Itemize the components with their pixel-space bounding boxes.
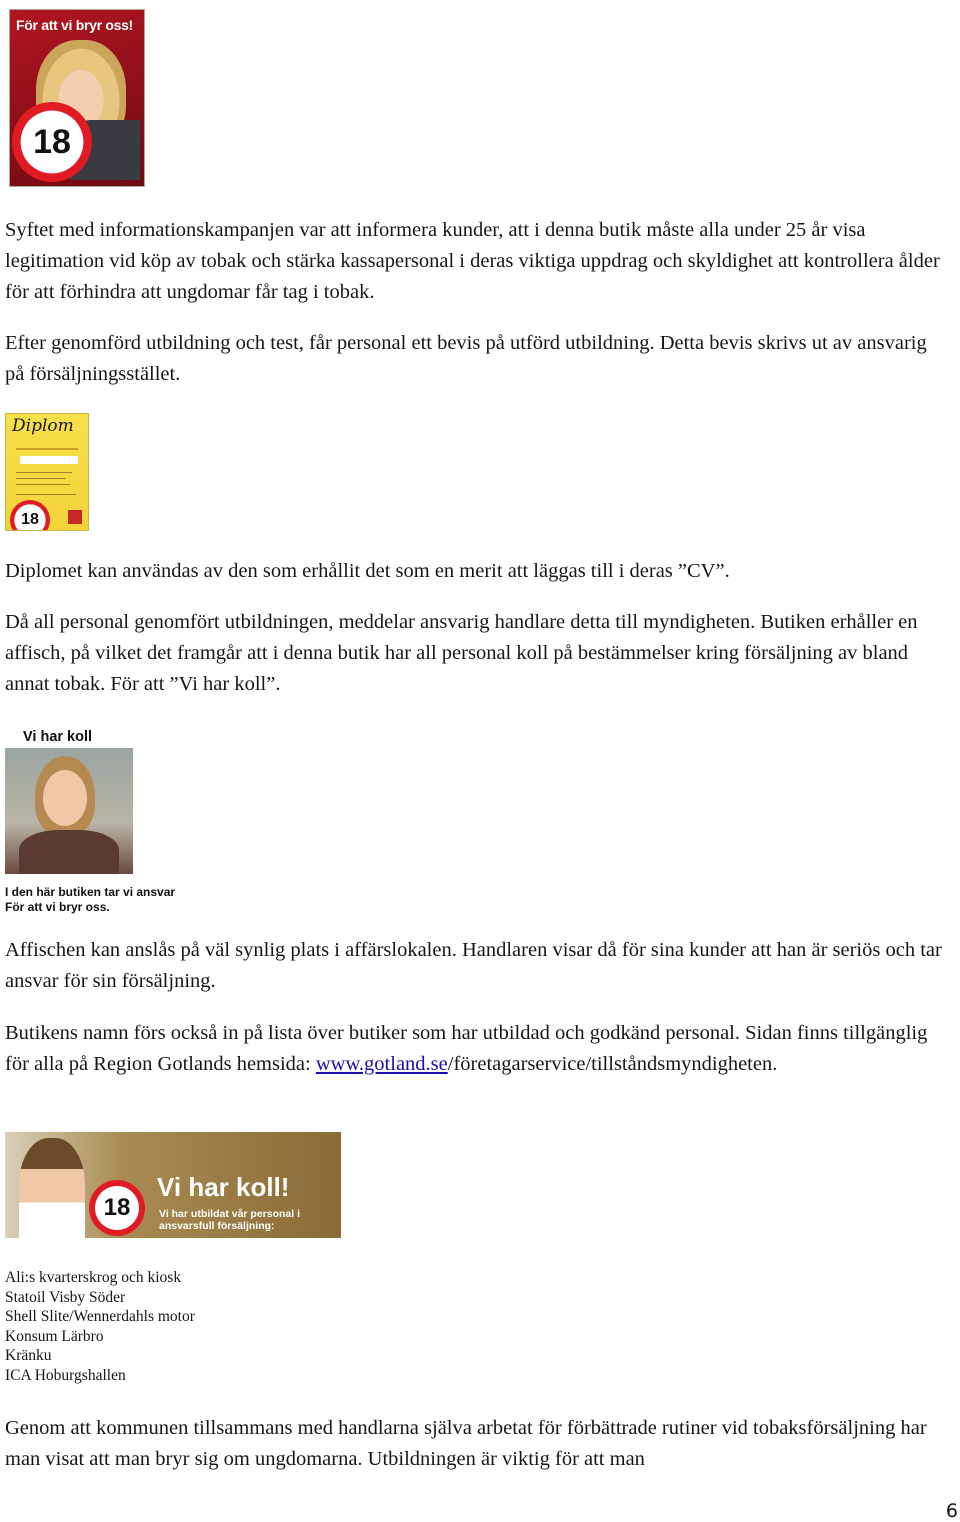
poster-headline: För att vi bryr oss! — [16, 17, 133, 33]
diploma-line — [16, 472, 72, 473]
koll-poster-caption-2: För att vi bryr oss. — [5, 900, 110, 914]
age-18-badge-icon: 18 — [12, 102, 92, 182]
paragraph-certificate: Efter genomförd utbildning och test, får personal ett bevis på utförd utbildning. Detta bevis skrivs ut av ansvarig på försäljningsstället. — [5, 332, 927, 385]
diploma-line — [16, 478, 66, 479]
banner-person — [19, 1138, 85, 1238]
photo-woman-body — [19, 830, 119, 874]
store-item: ICA Hoburgshallen — [5, 1366, 126, 1384]
store-item: Statoil Visby Söder — [5, 1288, 126, 1306]
paragraph-poster-display: Affischen kan anslås på väl synlig plats i affärslokalen. Handlaren visar då för sina kunder att han är seriös och tar ansvar för sin försäljning. — [5, 939, 942, 992]
diploma-line — [16, 484, 70, 485]
paragraph-poster-info: Då all personal genomfört utbildningen, meddelar ansvarig handlare detta till myndigheten. Butiken erhåller en affisch, på vilket det framgår att i denna butik har all personal koll på bestämmelser kring försäljning av bland annat tobak. För att ”Vi har koll”. — [5, 611, 918, 695]
store-list — [5, 1268, 950, 1385]
koll-poster-title: Vi har koll — [23, 729, 93, 745]
banner-title: Vi har koll! — [157, 1172, 290, 1202]
age-18-badge-icon: 18 — [10, 500, 50, 530]
store-list-path: /företagarservice/tillståndsmyndigheten. — [447, 1053, 778, 1075]
vi-har-koll-banner — [5, 1132, 341, 1238]
photo-woman-face — [43, 770, 87, 826]
diploma-image — [6, 414, 88, 530]
region-logo-icon — [68, 510, 82, 524]
koll-poster-caption-1: I den här butiken tar vi ansvar — [5, 885, 176, 899]
diploma-name-box — [20, 456, 78, 464]
paragraph-store-list — [5, 1018, 950, 1080]
poster-badge-subtext: Visa leg. — [38, 160, 69, 169]
store-list-text: Butikens namn förs också in på lista över butiker som har utbildad och godkänd personal. Sidan finns tillgänglig för alla på Region Gotlands hemsida: — [5, 1022, 928, 1075]
page-number: 6 — [945, 1500, 958, 1522]
age-18-badge-icon: 18 — [89, 1180, 145, 1236]
campaign-poster-image — [10, 10, 144, 186]
store-item: Ali:s kvarterskrog och kiosk — [5, 1269, 182, 1286]
diploma-line — [16, 448, 78, 450]
store-item: Konsum Lärbro — [5, 1327, 104, 1345]
diploma-line — [16, 494, 76, 495]
paragraph-purpose: Syftet med informationskampanjen var att informera kunder, att i denna butik måste alla under 25 år visa legitimation vid köp av tobak och stärka kassapersonal i deras viktiga uppdrag och skyldighet att kontrollera ålder för att förhindra att ungdomar får tag i tobak. — [5, 219, 940, 303]
diploma-title: Diplom — [12, 416, 74, 436]
banner-subtitle: Vi har utbildat vår personal i ansvarsfull försäljning: — [159, 1208, 301, 1232]
paragraph-conclusion: Genom att kommunen tillsammans med handlarna själva arbetat för förbättrade rutiner vid tobaksförsäljning har man visat att man bryr sig om ungdomarna. Utbildningen är viktig för att man — [5, 1417, 927, 1470]
store-item: Shell Slite/Wennerdahls motor — [5, 1308, 195, 1325]
paragraph-diploma-cv: Diplomet kan användas av den som erhållit det som en merit att läggas till i deras ”CV”. — [5, 560, 730, 582]
store-item: Kränku — [5, 1347, 52, 1364]
koll-poster-photo — [5, 748, 133, 874]
gotland-website-link[interactable]: www.gotland.se — [315, 1053, 448, 1075]
